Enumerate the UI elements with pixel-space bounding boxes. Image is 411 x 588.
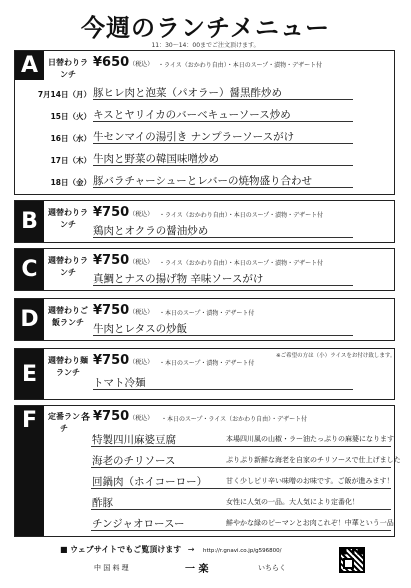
menu-a-letter: A	[15, 51, 44, 80]
menu-b-letter: B	[15, 201, 44, 242]
set-3-desc: 甘く少しピリ辛い味噌のお味です。ご飯が進みます！	[226, 477, 394, 485]
set-1-dish: 特製四川麻婆豆腐	[92, 434, 176, 446]
day-2-date: 15日（火）	[50, 112, 91, 121]
menu-c-label: 週替わりランチ	[48, 256, 88, 277]
menu-f-label: 定番ランチ	[48, 412, 80, 433]
day-1-date: 7月14日（月）	[37, 90, 91, 99]
menu-c-letter: C	[15, 249, 44, 290]
menu-d-label: 週替わりご飯ランチ	[48, 306, 88, 327]
menu-d-letter: D	[15, 299, 44, 340]
menu-f-box	[14, 405, 401, 537]
day-1-dish: 豚ヒレ肉と泡菜（パオラー）醤黒酢炒め	[93, 87, 282, 99]
menu-b-box	[14, 200, 395, 243]
menu-b-label: 週替わりランチ	[48, 208, 88, 229]
day-4-dish: 牛肉と野菜の韓国味噌炒め	[93, 153, 219, 165]
restaurant-name: 一 楽	[185, 564, 209, 575]
menu-e-letter: E	[15, 349, 44, 399]
menu-d-dish: 牛肉とレタスの炒飯	[93, 323, 188, 335]
menu-e-price: ¥750（税込）	[93, 353, 154, 368]
restaurant-reading: いちらく	[258, 564, 286, 572]
day-5-date: 18日（金）	[50, 178, 91, 187]
menu-f-note: ・本日のスープ・ライス（おかわり自由）・デザート付	[161, 416, 308, 423]
menu-a-label: 日替わりランチ	[48, 58, 88, 79]
menu-c-price: ¥750（税込）	[93, 253, 154, 268]
menu-c-note: ・ライス（おかわり自由）・本日のスープ・漬物・デザート付	[159, 260, 324, 267]
day-3-date: 16日（水）	[50, 134, 91, 143]
set-5-desc: 鮮やかな緑のピーマンとお肉これぞ！中華という一品	[226, 519, 394, 527]
set-1-desc: 本場四川風の山椒・ラー油たっぷりの麻婆になります	[226, 435, 394, 443]
menu-d-box	[14, 298, 395, 341]
menu-f-price: 各 ¥750（税込）	[81, 409, 154, 424]
menu-a-note: ・ライス（おかわり自由）・本日のスープ・漬物・デザート付	[158, 62, 323, 69]
set-4-desc: 女性に人気の一品。大人気により定番化！	[226, 498, 359, 506]
menu-c-box	[14, 248, 395, 291]
menu-d-price: ¥750（税込）	[93, 303, 154, 318]
day-4-date: 17日（木）	[50, 156, 91, 165]
menu-e-label: 週替わり麺ランチ	[48, 356, 88, 377]
arrow-icon: →	[187, 545, 195, 554]
menu-b-note: ・ライス（おかわり自由）・本日のスープ・漬物・デザート付	[159, 212, 324, 219]
menu-d-note: ・本日のスープ・漬物・デザート付	[159, 310, 255, 317]
menu-e-side-note: ※ご希望の方は（小）ライスをお付け致します。	[276, 353, 396, 359]
website-note: ■ ウェブサイトでもご覧頂けます → http://r.gnavi.co.jp/g596800/	[60, 545, 282, 554]
set-2-dish: 海老のチリソース	[92, 455, 176, 467]
menu-a-price: ¥650（税込）	[93, 55, 154, 70]
day-5-dish: 豚バラチャーシューとレバーの焼物盛り合わせ	[93, 175, 313, 187]
menu-f-letter: F	[15, 406, 44, 536]
menu-b-dish: 鶏肉とオクラの醤油炒め	[93, 225, 209, 237]
website-url[interactable]: http://r.gnavi.co.jp/g596800/	[203, 548, 282, 554]
menu-c-dish: 真鯛とナスの揚げ物 辛味ソースがけ	[93, 273, 264, 285]
menu-e-dish: トマト冷麺	[93, 377, 146, 389]
set-2-desc: ぷりぷり新鮮な海老を自家のチリソースで仕上げました	[226, 456, 401, 464]
qr-code-icon[interactable]	[339, 547, 365, 573]
menu-b-price: ¥750（税込）	[93, 205, 154, 220]
cuisine-label: 中 国 料 理	[94, 564, 129, 572]
bullet-icon: ■	[60, 545, 71, 554]
menu-e-note: ・本日のスープ・漬物・デザート付	[159, 360, 255, 367]
day-2-dish: キスとヤリイカのバーベキューソース炒め	[93, 109, 291, 121]
set-3-dish: 回鍋肉（ホイコーロー）	[92, 476, 208, 488]
set-4-dish: 酢豚	[92, 497, 113, 509]
menu-e-box	[14, 348, 395, 400]
hours-note: 11：30〜14：00までご注文頂けます。	[151, 42, 260, 49]
menu-a-box	[14, 50, 395, 195]
page-title: 今週のランチメニュー	[80, 14, 331, 42]
day-3-dish: 牛センマイの湯引き ナンプラーソースがけ	[93, 131, 295, 143]
set-5-dish: チンジャオロースー	[92, 518, 185, 530]
